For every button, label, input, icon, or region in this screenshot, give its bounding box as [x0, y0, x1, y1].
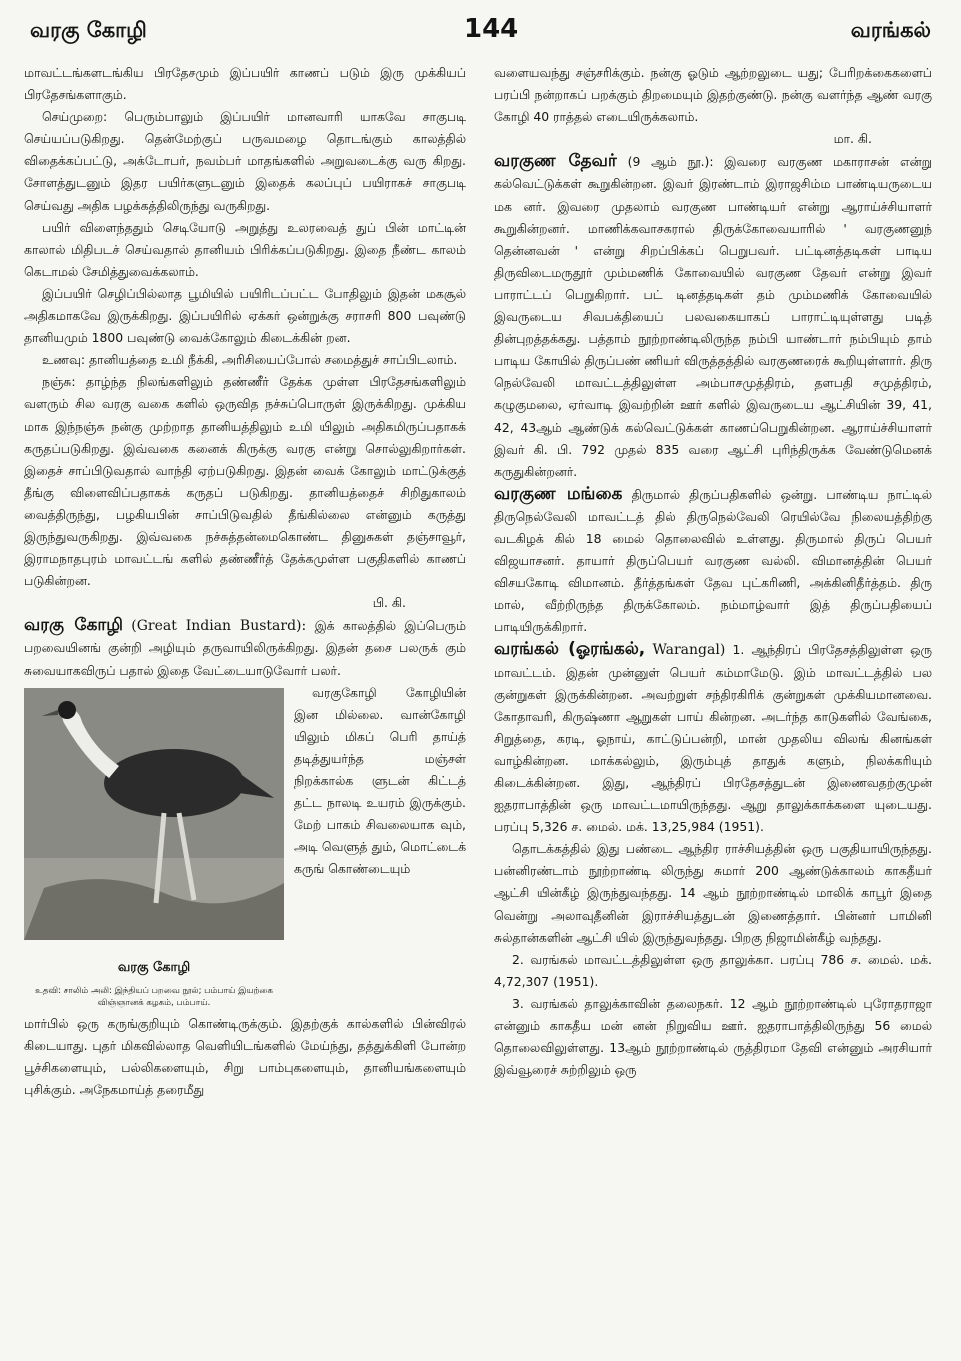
entry-english-name: (Great Indian Bustard):: [131, 618, 307, 635]
entry-body: திருமால் திருப்பதிகளில் ஒன்று. பாண்டிய நாட்டில் திருநெல்வேலி மாவட்டத் தில் திருநெல்வேலி ரெயில்வே நிலையத்திற்கு வடகிழக் கில் 18 மைல் தொலைவில் உள்ளது. திருமால் திருப் பெயர் விஜயாசனர். தாயார் திருப்பெயர் வரகுண வல்லி. விமானத்தின் பெயர் விசயகோடி விமானம். தீர்த்தங்கள் தேவ புட்கரிணி, அக்கினிதீர்த்தம். திரு மால், வீற்றிருந்த திருக்கோலம். நம்மாழ்வார் இத் திருப்பதியைப் பாடியிருக்கிறார்.: [494, 486, 932, 635]
right-column: [494, 62, 932, 1081]
entry-subtitle: (9 ஆம் நூ.):: [627, 154, 714, 170]
page-header: [24, 12, 931, 52]
bird-figure: [24, 688, 284, 1009]
bustard-photo: [24, 688, 284, 940]
paragraph: 2. வரங்கல் மாவட்டத்திலுள்ள ஒரு தாலுக்கா. பரப்பு 786 ச. மைல். மக். 4,72,307 (1951).: [494, 951, 932, 989]
paragraph: நஞ்சு: தாழ்ந்த நிலங்களிலும் தண்ணீர் தேக்க முள்ள பிரதேசங்களிலும் வளரும் சில வரகு வகை களில் ஒருவித நச்சுப்பொருள் இருக்கிறது. முக்கிய மாக இந்நஞ்சு நன்கு முற்றாத தானியத்திலும் உமி யிலும் அதிகமிருப்பதாகக் கருதப்படுகிறது. இவ்வகை கனைக் கிருக்கு வரகு என்று சொல்லுகிறார்கள். இதைச் சாப்பிடுவதால் வாந்தி ஏற்படுகிறது. இதன் வைக் கோலும் மாட்டுக்குத் தீங்கு விளைவிப்பதாகக் கருதப் படுகிறது. தானியத்தைச் சிறிதுகாலம் வைத்திருந்து, பழகியபின் சாப்பிடுவதில் தீங்கில்லை என்னும் கருத்து இருந்துவருகிறது. இவ்வகை நச்சுத்தன்மைகொண்ட தினுசுகள் தஞ்சாவூர், இராமநாதபுரம் மாவட்டங் களில் தண்ணீர்த் தேக்கமுள்ள பகுதிகளில் காணப் படுகின்றன.: [24, 374, 466, 589]
page-number: 144: [464, 14, 519, 44]
entry-heading-paragraph: [24, 614, 466, 681]
paragraph: பயிர் விளைந்ததும் செடியோடு அறுத்து உலரவைத் துப் பின் மாட்டின் காலால் மிதிபடச் செய்வதால் தானியம் பிரிக்கப்படுகிறது. இதை நீண்ட காலம் கெடாமல் சேமித்துவைக்கலாம்.: [24, 219, 466, 279]
paragraph: மார்பில் ஒரு கருங்குறியும் கொண்டிருக்கும். இதற்குக் கால்களில் பின்விரல் கிடையாது. புதர் மிகவில்லாத வெளியிடங்களில் மேய்ந்து, தத்துக்கிளி போன்ற பூச்சிகளையும், பல்லிகளையும், சிறு பாம்புகளையும், தானியங்களையும் புசிக்கும். அநேகமாய்த் தரைமீது: [24, 1015, 466, 1098]
entry-title: வரகு கோழி: [24, 615, 123, 636]
entry-title: வரகுண தேவர்: [494, 151, 617, 172]
paragraph: வளையவந்து சஞ்சரிக்கும். நன்கு ஓடும் ஆற்றலுடை யது; பேரிறக்கைகளைப் பரப்பி நன்றாகப் பறக்கும் திறமையும் இதற்குண்டு. நன்கு வளர்ந்த ஆண் வரகு கோழி 40 ராத்தல் எடையிருக்கலாம்.: [494, 65, 932, 125]
entry-title: வரகுண மங்கை: [494, 483, 623, 504]
entry-paragraph: [494, 638, 932, 838]
entry-english-name: Warangal): [652, 642, 726, 659]
paragraph: இப்பயிர் செழிப்பில்லாத பூமியில் பயிரிடப்பட்ட போதிலும் இதன் மகசூல் அதிகமாகவே இருக்கிறது. இப்பயிரில் ஏக்கர் ஒன்றுக்கு சராசரி 800 பவுண்டு தானியமும் 1800 பவுண்டு வைக்கோலும் கிடைக்கின் றன.: [24, 285, 466, 346]
figure-credit: உதவி: சாலிம் அலி: இந்தியப் பறவை நூல்; பம்பாய் இயற்கை விஞ்ஞானக் கழகம், பம்பாய்.: [35, 985, 273, 1008]
paragraph: வரகுகோழி கோழியின் இன மில்லை. வான்கோழி யிலும் மிகப் பெரி தாய்த் தடித்துயர்ந்த மஞ்சள் நிறக்கால்க ளுடன் கிட்டத் தட்ட நாலடி உயரம் இருக்கும். மேற் பாகம் சிவலையாக வும், அடி வெளுத் தும், மொட்டைக் கருங் கொண்டையும்: [294, 684, 466, 877]
figure-caption: வரகு கோழி: [117, 959, 191, 975]
paragraph: உணவு: தானியத்தை உமி நீக்கி, அரிசியைப்போல் சமைத்துச் சாப்பிடலாம்.: [42, 352, 458, 368]
paragraph: மாவட்டங்களடங்கிய பிரதேசமும் இப்பயிர் காணப் படும் இரு முக்கியப் பிரதேசங்களாகும்.: [24, 65, 466, 103]
paragraph: தொடக்கத்தில் இது பண்டை ஆந்திர ராச்சியத்தின் ஒரு பகுதியாயிருந்தது. பன்னிரண்டாம் நூற்றாண்டி லிருந்து சுமார் 200 ஆண்டுக்காலம் காகதீயர் ஆட்சி யின்கீழ் இருந்துவந்தது. 14 ஆம் நூற்றாண்டில் மாலிக் காபூர் இதை வென்று அலாவுதீனின் இராச்சியத்துடன் இணைத்தார். பின்னர் பாமினி சுல்தான்களின் ஆட்சி யில் இருந்துவந்தது. பிறகு நிஜாமின்கீழ் வந்தது.: [494, 841, 932, 945]
left-column: [24, 62, 466, 1101]
entry-body: 1. ஆந்திரப் பிரதேசத்திலுள்ள ஒரு மாவட்டம். இதன் முன்னுள் பெயர் கம்மாமேடு. இம் மாவட்டத்தில் பல குன்றுகள் இருக்கின்றன. அவற்றுள் சந்திரகிரிக் குன்றுகள் முக்கியமானவை. கோதாவரி, கிருஷ்ணா ஆறுகள் பாய் கின்றன. அடர்ந்த காடுகளில் வேங்கை, சிறுத்தை, கரடி, ஓநாய், காட்டுப்பன்றி, மான் முதலிய விலங் கினங்கள் வாழ்கின்றன. மாக்கல்லும், இரும்புத் தாதுக் களும், நிலக்கரியும் கிடைக்கின்றன. இது, ஆந்திரப் பிரதேசத்துடன் இணைவதற்குமுன் ஐதராபாத்தின் ஒரு மாவட்டமாயிருந்தது. ஆறு தாலுக்காக்களை யுடையது. பரப்பு 5,326 ச. மைல். மக். 13,25,984 (1951).: [494, 642, 932, 835]
paragraph: செய்முறை: பெரும்பாலும் இப்பயிர் மானவாரி யாகவே சாகுபடி செய்யப்படுகிறது. தென்மேற்குப் பருவமழை தொடங்கும் காலத்தில் விதைக்கப்பட்டு, அக்டோபர், நவம்பர் மாதங்களில் அறுவடைக்கு வரு கிறது. சோளத்துடனும் இதர பயிர்களுடனும் இதைக் கலப்புப் பயிராகச் சாகுபடி செய்வது அதிக பழக்கத்திலிருந்து வருகிறது.: [24, 109, 466, 213]
entry-paragraph: [494, 150, 932, 482]
paragraph: 3. வரங்கல் தாலுக்காவின் தலைநகர். 12 ஆம் நூற்றாண்டில் புரோதராஜா என்னும் காகதீய மன் னன் நிறுவிய ஊர். ஐதராபாத்திலிருந்து 56 மைல் தொலைவிலுள்ளது. 13ஆம் நூற்றாண்டில் ருத்திரமா தேவி என்னும் அரசியார் இவ்வூரைச் சுற்றிலும் ஒரு: [494, 995, 932, 1078]
entry-intro: இக் காலத்தில் இப்பெரும் பறவையினங் குன்றி அழியும் தருவாயிலிருக்கிறது. இதன் தசை பலருக் கும் சுவையாகவிருப் பதால் இதை வேட்டையாடுவோர் பலர்.: [24, 618, 466, 678]
author-signature: பி. கி.: [372, 595, 406, 611]
running-head-left: வரகு கோழி: [30, 18, 147, 42]
entry-title: வரங்கல் (ஓரங்கல்,: [494, 639, 646, 660]
running-head-right: வரங்கல்: [850, 18, 931, 42]
author-signature: மா. கி.: [833, 131, 872, 147]
entry-body: இவரை வரகுண மகாராசன் என்று கல்வெட்டுக்கள் கூறுகின்றன. இவர் இரண்டாம் இராஜசிம்ம பாண்டியருடைய மக னர். இவரை முதலாம் வரகுண பாண்டியர் என்று ஆராய்ச்சியாளர் கூறுகின்றனர். மாணிக்கவாசகரால் திருக்கோவையாரில் ' வரகுணனுந் தென்னவன் ' என்று சிறப்பிக்கப் பெறுபவர். பட்டினத்தடிகள் பாடிய திருவிடைமருதூர் மும்மணிக் கோவையில் வரகுண தேவர் என்று இவர் பாராட்டப் பெறுகிறார். பட் டினத்தடிகள் தம் மும்மணிக் கோவையில் இவருடைய சிவபக்தியைப் பலவகையாகப் பாராட்டியுள்ளது படித் தின்புறத்தக்கது. பத்தாம் நூற்றாண்டிலிருந்த நம்பி யாண்டார் நம்பியும் தாம் பாடிய கோயில் திருப்பண் ணியர் விருத்தத்தில் வரகுணரைக் கூறியுள்ளார். திரு நெல்வேலி மாவட்டத்திலுள்ள அம்பாசமுத்திரம், தளபதி சமுத்திரம், கழுகுமலை, ஏர்வாடி இவற்றின் ஊர் களில் இவருடைய ஆட்சியின் 39, 41, 42, 43ஆம் ஆண்டுக் கல்வெட்டுக்கள் காணப்பெறுகின்றன. ஆராய்ச்சியாளர் இவர் கி. பி. 792 முதல் 835 வரை ஆட்சி புரிந்திருக்க வேண்டுமெனக் கருதுகின்றனர்.: [494, 154, 932, 479]
entry-paragraph: [494, 483, 932, 639]
